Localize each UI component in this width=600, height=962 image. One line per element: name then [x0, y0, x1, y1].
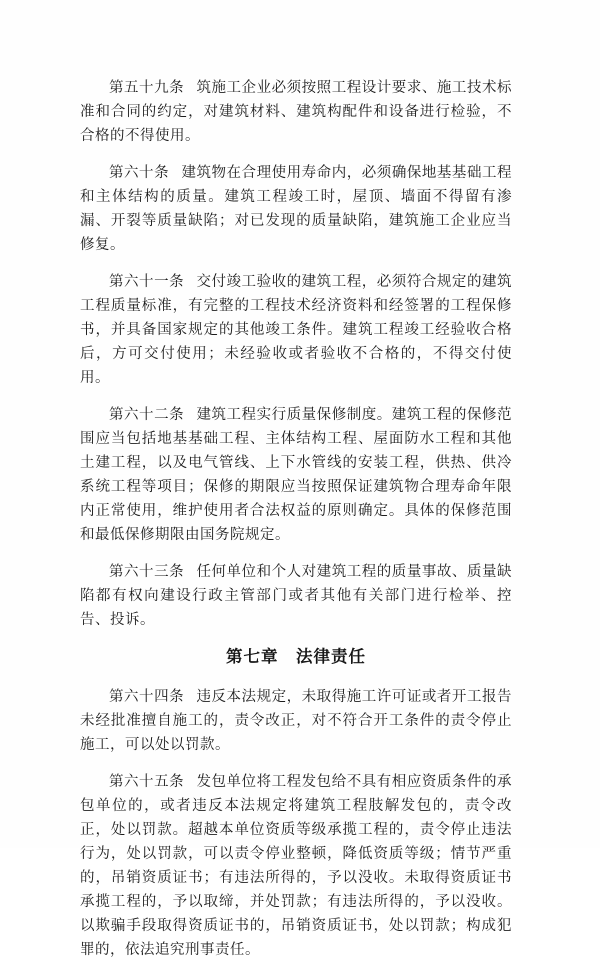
article-text: 违反本法规定，未取得施工许可证或者开工报告未经批准擅自施工的，责令改正，对不符合开工条件的责令停止施工，可以处以罚款。	[80, 689, 513, 753]
article-text: 建筑工程实行质量保修制度。建筑工程的保修范围应当包括地基基础工程、主体结构工程、屋面防水工程和其他土建工程，以及电气管线、上下水管线的安装工程，供热、供冷系统工程等项目；保修的期限应当按照保证建筑物合理寿命年限内正常使用，维护使用者合法权益的原则确定。具体的保修范围和最低保修期限由国务院规定。	[80, 407, 513, 543]
article-text: 建筑物在合理使用寿命内，必须确保地基基础工程和主体结构的质量。建筑工程竣工时，屋顶、墙面不得留有渗漏、开裂等质量缺陷；对已发现的质量缺陷，建筑施工企业应当修复。	[80, 165, 513, 253]
article-number: 第六十条	[109, 165, 170, 181]
article-paragraph	[80, 770, 512, 962]
article-number: 第六十三条	[109, 564, 185, 580]
article-number: 第五十九条	[109, 80, 185, 96]
article-text: 任何单位和个人对建筑工程的质量事故、质量缺陷都有权向建设行政主管部门或者其他有关部门进行检举、控告、投诉。	[80, 564, 513, 628]
article-number: 第六十一条	[109, 274, 185, 290]
chapter-heading: 第七章 法律责任	[226, 647, 366, 666]
article-number: 第六十五条	[109, 774, 185, 790]
article-paragraph	[80, 161, 512, 257]
article-text: 交付竣工验收的建筑工程，必须符合规定的建筑工程质量标准，有完整的工程技术经济资料和经签署的工程保修书，并具备国家规定的其他竣工条件。建筑工程竣工经验收合格后，方可交付使用；未经验收或者验收不合格的，不得交付使用。	[80, 274, 513, 386]
article-number: 第六十四条	[109, 689, 185, 705]
article-text: 筑施工企业必须按照工程设计要求、施工技术标准和合同的约定，对建筑材料、建筑构配件和设备进行检验，不合格的不得使用。	[80, 80, 513, 144]
article-paragraph	[80, 403, 512, 547]
article-paragraph	[80, 76, 512, 148]
article-paragraph	[80, 685, 512, 757]
article-paragraph	[80, 560, 512, 632]
article-text: 发包单位将工程发包给不具有相应资质条件的承包单位的，或者违反本法规定将建筑工程肢解发包的，责令改正，处以罚款。超越本单位资质等级承揽工程的，责令停止违法行为，处以罚款，可以责令停业整顿，降低资质等级；情节严重的，吊销资质证书；有违法所得的，予以没收。未取得资质证书承揽工程的，予以取缔，并处罚款；有违法所得的，予以没收。以欺骗手段取得资质证书的，吊销资质证书，处以罚款；构成犯罪的，依法追究刑事责任。	[80, 774, 513, 958]
article-paragraph	[80, 270, 512, 390]
article-number: 第六十二条	[109, 407, 185, 423]
